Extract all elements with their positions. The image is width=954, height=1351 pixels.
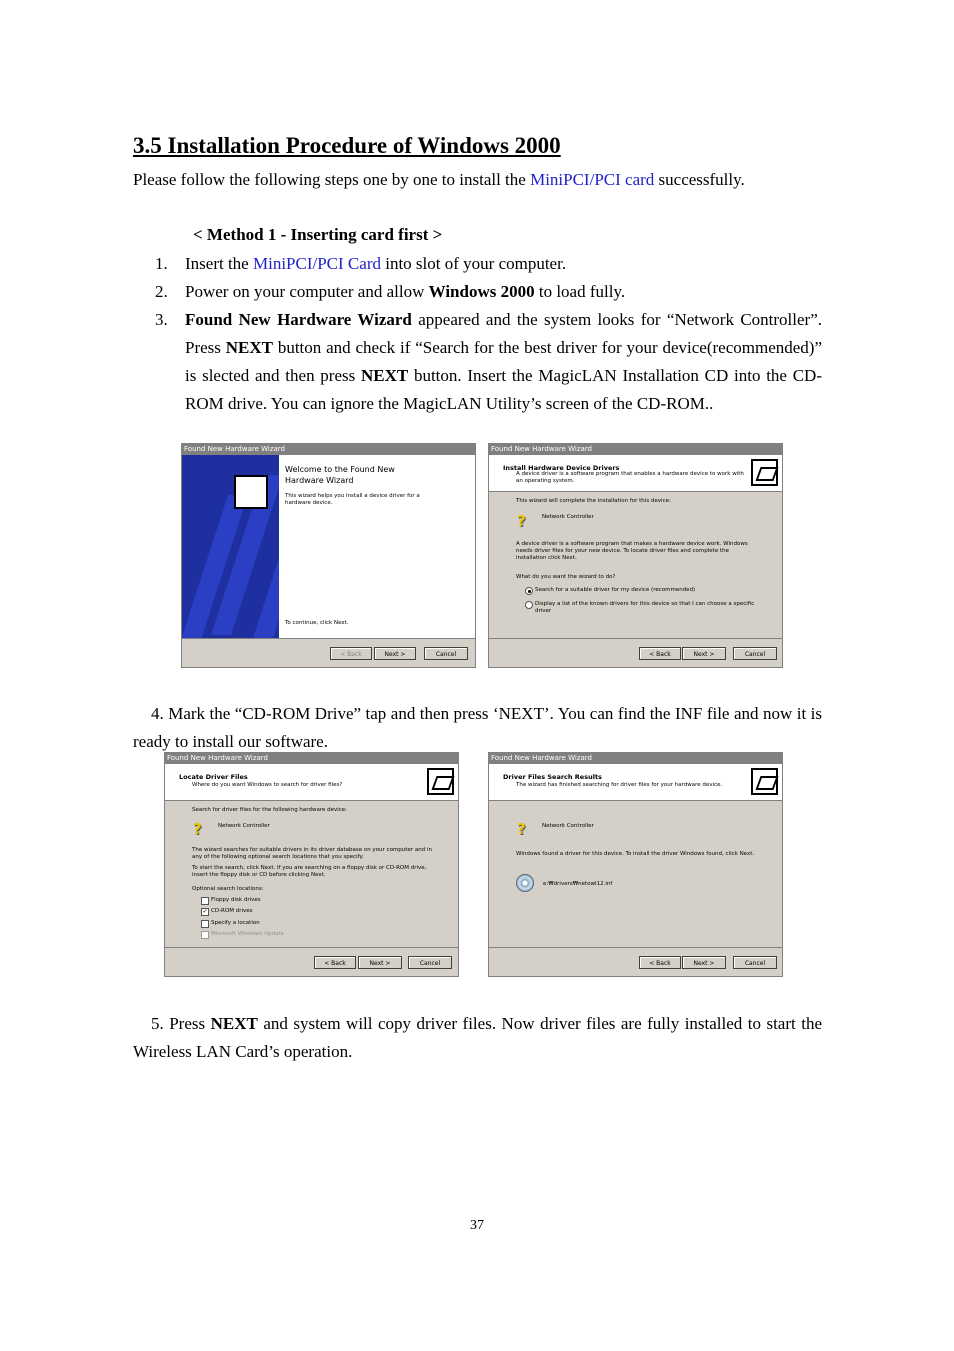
intro-product-link: MiniPCI/PCI card	[530, 170, 655, 189]
welcome-desc-line2: hardware device.	[285, 500, 333, 506]
welcome-content	[279, 455, 475, 639]
window-title-bar: Found New Hardware Wizard	[489, 753, 782, 764]
step-number: 2.	[155, 282, 168, 301]
windows-update-label: Microsoft Windows Update	[211, 931, 284, 937]
floppy-label: Floppy disk drives	[211, 897, 261, 903]
step-product-link: MiniPCI/PCI Card	[252, 254, 381, 273]
step-text-part: button. Insert the MagicLAN Installation CD into the CD-ROM drive. You can ignore the MagicLAN Utility’s screen of the CD-ROM..	[185, 366, 822, 413]
install-desc-line1: A device driver is a software program that makes a hardware device work. Windows	[516, 541, 748, 547]
window-title-bar: Found New Hardware Wizard	[165, 753, 458, 764]
cancel-button[interactable]: Cancel	[733, 647, 777, 660]
header-title: Driver Files Search Results	[503, 773, 602, 781]
cd-icon	[516, 874, 534, 892]
step-5-paragraph	[133, 1010, 822, 1066]
intro-text-before: Please follow the following steps one by one to install the	[133, 170, 531, 189]
hardware-icon	[427, 768, 454, 795]
wizard-footer	[165, 947, 458, 976]
method-heading: < Method 1 - Inserting card first >	[193, 225, 443, 244]
complete-text: This wizard will complete the installation for this device:	[516, 498, 671, 504]
device-name: Network Controller	[542, 514, 594, 520]
header-subtitle-line1: A device driver is a software program that enables a hardware device to work with	[516, 471, 744, 477]
cdrom-checkbox[interactable]: ✓	[202, 908, 208, 915]
display-list-radio[interactable]	[525, 601, 533, 609]
next-button[interactable]: Next >	[358, 956, 402, 969]
wizard-header	[489, 764, 782, 801]
header-title: Install Hardware Device Drivers	[503, 464, 620, 472]
window-title-bar: Found New Hardware Wizard	[489, 444, 782, 455]
step-bold-text: Found New Hardware Wizard	[185, 310, 412, 329]
step-number: 3.	[155, 310, 168, 329]
next-button[interactable]: Next >	[682, 647, 726, 660]
option-list-label-line2: driver	[535, 608, 552, 614]
back-button[interactable]: < Back	[330, 647, 372, 660]
wizard-question: What do you want the wizard to do?	[516, 574, 616, 580]
specify-location-label: Specify a location	[211, 920, 260, 926]
install-desc-line2: needs driver files for your new device. To locate driver files and complete the	[516, 548, 729, 554]
header-subtitle-line2: an operating system.	[516, 478, 575, 484]
cancel-button[interactable]: Cancel	[733, 956, 777, 969]
welcome-title-line1: Welcome to the Found New	[285, 465, 395, 474]
search-results-screenshot	[488, 752, 783, 977]
step-text	[185, 250, 822, 278]
wizard-banner	[182, 455, 279, 639]
wizard-header	[489, 455, 782, 492]
specify-location-checkbox[interactable]	[201, 920, 209, 928]
wizard-footer	[489, 638, 782, 667]
unknown-device-icon: ?	[517, 820, 526, 838]
unknown-device-icon: ?	[193, 820, 202, 838]
next-button[interactable]: Next >	[374, 647, 416, 660]
step-bold-text: NEXT	[225, 338, 273, 357]
step-text-part: appeared and the system looks for “Network Controller”. Press	[185, 310, 822, 357]
step-text	[185, 278, 822, 306]
install-desc-line3: installation click Next.	[516, 555, 577, 561]
window-title-bar: Found New Hardware Wizard	[182, 444, 475, 455]
intro-text-after: successfully.	[654, 170, 745, 189]
step-text-part: to load fully.	[534, 282, 626, 301]
cancel-button[interactable]: Cancel	[408, 956, 452, 969]
step-5-bold-text: NEXT	[210, 1014, 258, 1033]
welcome-desc-line1: This wizard helps you install a device driver for a	[285, 493, 420, 499]
header-subtitle: Where do you want Windows to search for driver files?	[192, 782, 343, 788]
found-driver-text: Windows found a driver for this device. To install the driver Windows found, click Next.	[516, 851, 755, 857]
step-text	[185, 306, 822, 418]
hardware-icon	[751, 459, 778, 486]
step-text-part: Insert the	[185, 254, 253, 273]
page-title: 3.5 Installation Procedure of Windows 2000	[133, 133, 561, 158]
step-5-text-part: 5. Press	[151, 1014, 211, 1033]
install-drivers-screenshot	[488, 443, 783, 668]
step-text-part: Power on your computer and allow	[185, 282, 429, 301]
intro-paragraph	[133, 166, 745, 194]
option-list-label-line1: Display a list of the known drivers for this device so that I can choose a specific	[535, 601, 755, 607]
step-4-paragraph: 4. Mark the “CD-ROM Drive” tap and then press ‘NEXT’. You can find the INF file and now it is ready to install our software.	[133, 704, 822, 751]
step-5-text-part: and system will copy driver files. Now driver files are fully installed to start the Wireless LAN Card’s operation.	[133, 1014, 822, 1061]
locate-desc-line2: any of the following optional search locations that you specify.	[192, 854, 364, 860]
welcome-continue-text: To continue, click Next.	[285, 620, 349, 626]
locate-desc-line4: insert the floppy disk or CD before clicking Next.	[192, 872, 326, 878]
step-text-part: into slot of your computer.	[380, 254, 567, 273]
driver-path: e:₩drivers₩netowl12.inf	[543, 881, 613, 887]
search-driver-radio[interactable]	[525, 587, 533, 595]
device-name: Network Controller	[542, 823, 594, 829]
step-number: 1.	[155, 254, 168, 273]
welcome-wizard-screenshot	[181, 443, 476, 668]
welcome-title-line2: Hardware Wizard	[285, 476, 354, 485]
step-bold-text: Windows 2000	[428, 282, 535, 301]
cdrom-label: CD-ROM drives	[211, 908, 253, 914]
back-button[interactable]: < Back	[314, 956, 356, 969]
step-bold-text: NEXT	[360, 366, 409, 385]
back-button[interactable]: < Back	[639, 956, 681, 969]
wizard-header	[165, 764, 458, 801]
optional-locations-label: Optional search locations:	[192, 886, 264, 892]
locate-desc-line3: To start the search, click Next. If you are searching on a floppy disk or CD-ROM drive,	[192, 865, 427, 871]
next-button[interactable]: Next >	[682, 956, 726, 969]
header-title: Locate Driver Files	[179, 773, 248, 781]
header-subtitle: The wizard has finished searching for driver files for your hardware device.	[516, 782, 723, 788]
page-number: 37	[470, 1218, 484, 1233]
locate-driver-screenshot	[164, 752, 459, 977]
unknown-device-icon: ?	[517, 512, 526, 530]
cancel-button[interactable]: Cancel	[424, 647, 468, 660]
option-search-label: Search for a suitable driver for my device (recommended)	[535, 587, 696, 593]
locate-desc-line1: The wizard searches for suitable drivers in its driver database on your computer and in	[192, 847, 432, 853]
wizard-footer	[489, 947, 782, 976]
hardware-icon	[234, 475, 268, 509]
search-for-text: Search for driver files for the following hardware device:	[192, 807, 348, 813]
wizard-footer	[182, 638, 475, 667]
hardware-icon	[751, 768, 778, 795]
step-text-part: button and check if “Search for the best driver for your device(recommended)” is slected and then press	[185, 338, 822, 385]
floppy-checkbox[interactable]	[201, 897, 209, 905]
windows-update-checkbox[interactable]	[201, 931, 209, 939]
device-name: Network Controller	[218, 823, 270, 829]
back-button[interactable]: < Back	[639, 647, 681, 660]
